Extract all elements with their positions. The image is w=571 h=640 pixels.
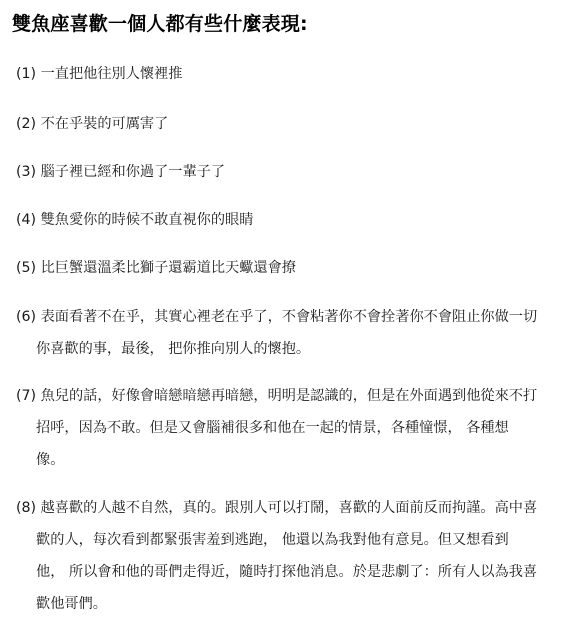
item-line: (5) 比巨蟹還溫柔比獅子還霸道比天蠍還會撩 [16,260,296,276]
item-line: (1) 一直把他往別人懷裡推 [16,66,183,82]
item-line: (6) 表面看著不在乎，其實心裡老在乎了，不會粘著你不會拴著你不會阻止你做一切 [16,309,538,325]
item-line: 歡他哥們。 [36,596,107,612]
item-line: (4) 雙魚愛你的時候不敢直視你的眼睛 [16,212,254,228]
item-line: 你喜歡的事，最後， 把你推向別人的懷抱。 [36,341,311,357]
item-line: (3) 腦子裡已經和你過了一輩子了 [16,164,226,180]
page-title: 雙魚座喜歡一個人都有些什麼表現: [12,13,308,35]
item-line: 他， 所以會和他的哥們走得近，隨時打探他消息。於是悲劇了：所有人以為我喜 [36,564,538,580]
item-line: 招呼，因為不敢。但是又會腦補很多和他在一起的情景，各種憧憬， 各種想 [36,420,509,436]
item-line: (8) 越喜歡的人越不自然，真的。跟別人可以打鬧，喜歡的人面前反而拘謹。高中喜 [16,500,538,516]
item-line: (2) 不在乎裝的可厲害了 [16,116,169,132]
item-line: 歡的人，每次看到都緊張害羞到逃跑， 他還以為我對他有意見。但又想看到 [36,532,509,548]
item-line: 像。 [36,452,65,468]
item-line: (7) 魚兒的話，好像會暗戀暗戀再暗戀，明明是認識的，但是在外面遇到他從來不打 [16,388,538,404]
